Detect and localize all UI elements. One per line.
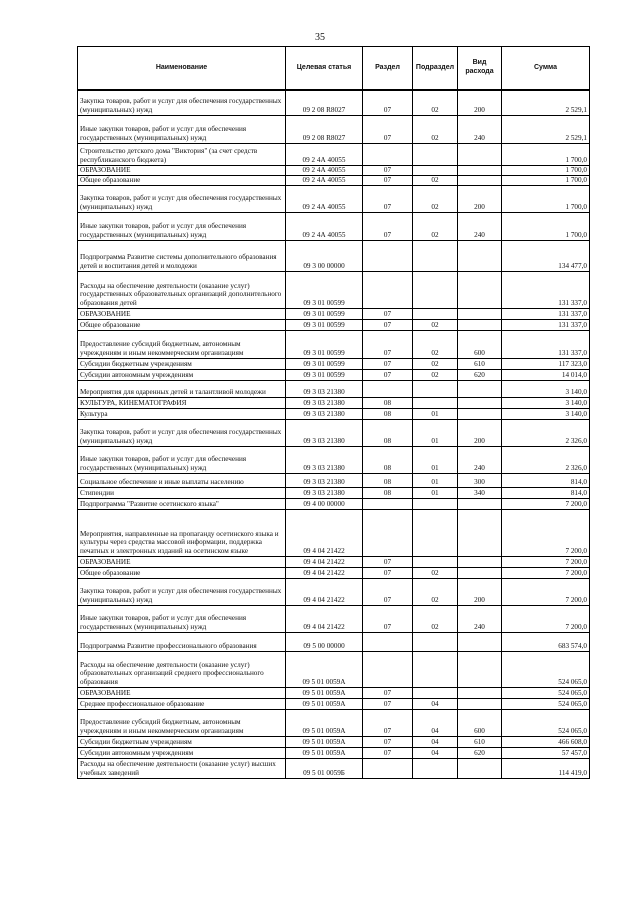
cell-amount: 134 477,0: [502, 240, 590, 271]
cell-amount: 7 200,0: [502, 509, 590, 556]
cell-subsection: 02: [413, 185, 458, 212]
cell-expense-type: 200: [458, 578, 502, 605]
cell-subsection: 04: [413, 736, 458, 747]
cell-subsection: [413, 758, 458, 778]
cell-section: 08: [363, 419, 413, 446]
table-row: [78, 473, 590, 487]
cell-name: Иные закупки товаров, работ и услуг для обеспечения государственных (муниципальных) нужд: [78, 212, 286, 240]
table-row: [78, 308, 590, 319]
table-row: [78, 380, 590, 397]
cell-name: Иные закупки товаров, работ и услуг для обеспечения государственных (муниципальных) нужд: [78, 605, 286, 632]
cell-amount: 14 014,0: [502, 369, 590, 380]
cell-section: 07: [363, 115, 413, 143]
cell-subsection: 02: [413, 567, 458, 578]
table-row: [78, 698, 590, 709]
cell-target-item: 09 2 4А 40055: [286, 165, 363, 175]
cell-amount: 131 337,0: [502, 330, 590, 358]
cell-subsection: 04: [413, 698, 458, 709]
cell-subsection: 02: [413, 212, 458, 240]
cell-amount: 3 140,0: [502, 380, 590, 397]
table-row: [78, 446, 590, 473]
cell-name: Закупка товаров, работ и услуг для обеспечения государственных (муниципальных) нужд: [78, 90, 286, 115]
table-row: [78, 408, 590, 419]
cell-target-item: 09 3 03 21380: [286, 419, 363, 446]
cell-subsection: 02: [413, 330, 458, 358]
table-row: [78, 369, 590, 380]
cell-expense-type: 600: [458, 330, 502, 358]
page-number: 35: [315, 32, 325, 43]
cell-subsection: 01: [413, 419, 458, 446]
cell-target-item: 09 3 01 00599: [286, 369, 363, 380]
cell-subsection: [413, 165, 458, 175]
cell-amount: 524 065,0: [502, 709, 590, 736]
cell-name: Мероприятия для одаренных детей и талантливой молодежи: [78, 380, 286, 397]
cell-subsection: 02: [413, 319, 458, 330]
cell-name: Стипендии: [78, 487, 286, 498]
cell-expense-type: 620: [458, 369, 502, 380]
cell-target-item: 09 3 03 21380: [286, 408, 363, 419]
cell-subsection: 02: [413, 578, 458, 605]
table-row: [78, 498, 590, 509]
cell-expense-type: 240: [458, 446, 502, 473]
header-subsection: Подраздел: [413, 47, 458, 91]
cell-target-item: 09 5 01 0059А: [286, 651, 363, 687]
cell-expense-type: [458, 556, 502, 567]
header-target-item: Целевая статья: [286, 47, 363, 91]
table-row: [78, 330, 590, 358]
cell-target-item: 09 2 08 R8027: [286, 115, 363, 143]
cell-target-item: 09 3 03 21380: [286, 446, 363, 473]
cell-section: 07: [363, 308, 413, 319]
table-row: [78, 319, 590, 330]
table-row: [78, 143, 590, 165]
cell-name: Среднее профессиональное образование: [78, 698, 286, 709]
cell-amount: 2 529,1: [502, 115, 590, 143]
cell-section: 08: [363, 487, 413, 498]
cell-name: ОБРАЗОВАНИЕ: [78, 165, 286, 175]
cell-amount: 466 608,0: [502, 736, 590, 747]
cell-target-item: 09 2 4А 40055: [286, 143, 363, 165]
cell-expense-type: [458, 397, 502, 408]
cell-section: 07: [363, 358, 413, 369]
cell-subsection: [413, 509, 458, 556]
cell-amount: 524 065,0: [502, 651, 590, 687]
cell-subsection: [413, 498, 458, 509]
cell-section: [363, 651, 413, 687]
cell-section: 08: [363, 473, 413, 487]
cell-section: 07: [363, 330, 413, 358]
cell-amount: 1 700,0: [502, 175, 590, 185]
cell-amount: 7 200,0: [502, 556, 590, 567]
cell-subsection: 01: [413, 446, 458, 473]
table-row: [78, 578, 590, 605]
cell-amount: 7 200,0: [502, 605, 590, 632]
cell-expense-type: 200: [458, 90, 502, 115]
table-row: [78, 419, 590, 446]
table-row: [78, 358, 590, 369]
cell-subsection: [413, 397, 458, 408]
cell-target-item: 09 3 01 00599: [286, 271, 363, 308]
cell-section: [363, 758, 413, 778]
cell-subsection: [413, 687, 458, 698]
cell-name: Иные закупки товаров, работ и услуг для обеспечения государственных (муниципальных) нужд: [78, 115, 286, 143]
cell-name: Иные закупки товаров, работ и услуг для обеспечения государственных (муниципальных) нужд: [78, 446, 286, 473]
cell-target-item: 09 5 01 0059А: [286, 747, 363, 758]
cell-expense-type: [458, 240, 502, 271]
cell-subsection: 02: [413, 115, 458, 143]
table-row: [78, 567, 590, 578]
cell-expense-type: [458, 687, 502, 698]
cell-expense-type: [458, 509, 502, 556]
cell-expense-type: 340: [458, 487, 502, 498]
cell-name: Предоставление субсидий бюджетным, автономным учреждениям и иным некоммерческим организациям: [78, 709, 286, 736]
cell-section: [363, 380, 413, 397]
table-row: [78, 175, 590, 185]
cell-target-item: 09 4 00 00000: [286, 498, 363, 509]
cell-subsection: 02: [413, 605, 458, 632]
cell-subsection: [413, 556, 458, 567]
cell-expense-type: 200: [458, 185, 502, 212]
cell-name: Закупка товаров, работ и услуг для обеспечения государственных (муниципальных) нужд: [78, 578, 286, 605]
cell-expense-type: [458, 143, 502, 165]
cell-amount: 57 457,0: [502, 747, 590, 758]
cell-expense-type: [458, 165, 502, 175]
cell-section: 07: [363, 578, 413, 605]
table-row: [78, 509, 590, 556]
cell-expense-type: [458, 380, 502, 397]
cell-section: 07: [363, 90, 413, 115]
cell-subsection: 04: [413, 747, 458, 758]
cell-target-item: 09 3 03 21380: [286, 473, 363, 487]
header-name: Наименование: [78, 47, 286, 91]
cell-name: Закупка товаров, работ и услуг для обеспечения государственных (муниципальных) нужд: [78, 185, 286, 212]
cell-target-item: 09 2 08 R8027: [286, 90, 363, 115]
cell-target-item: 09 5 01 0059А: [286, 736, 363, 747]
cell-subsection: 02: [413, 90, 458, 115]
cell-section: 08: [363, 397, 413, 408]
cell-section: 07: [363, 687, 413, 698]
cell-target-item: 09 3 01 00599: [286, 308, 363, 319]
cell-target-item: 09 5 01 0059Б: [286, 758, 363, 778]
cell-amount: 7 200,0: [502, 578, 590, 605]
cell-section: [363, 632, 413, 651]
table-row: [78, 736, 590, 747]
cell-amount: 7 200,0: [502, 567, 590, 578]
cell-name: Субсидии бюджетным учреждениям: [78, 358, 286, 369]
cell-expense-type: 610: [458, 736, 502, 747]
cell-name: Субсидии бюджетным учреждениям: [78, 736, 286, 747]
table-row: [78, 556, 590, 567]
cell-amount: 1 700,0: [502, 212, 590, 240]
cell-subsection: [413, 380, 458, 397]
cell-name: Расходы на обеспечение деятельности (оказание услуг) государственных образовательных организаций дополнительного образования детей: [78, 271, 286, 308]
cell-target-item: 09 5 01 0059А: [286, 698, 363, 709]
table-row: [78, 397, 590, 408]
cell-name: Подпрограмма Развитие профессионального образования: [78, 632, 286, 651]
cell-expense-type: [458, 632, 502, 651]
cell-name: Общее образование: [78, 567, 286, 578]
cell-subsection: [413, 632, 458, 651]
cell-amount: 524 065,0: [502, 687, 590, 698]
cell-amount: 524 065,0: [502, 698, 590, 709]
cell-section: [363, 240, 413, 271]
cell-subsection: [413, 308, 458, 319]
cell-target-item: 09 3 01 00599: [286, 358, 363, 369]
cell-expense-type: [458, 271, 502, 308]
cell-section: [363, 271, 413, 308]
cell-expense-type: 200: [458, 419, 502, 446]
cell-amount: 2 326,0: [502, 446, 590, 473]
header-expense-type: Вид расхода: [458, 47, 502, 91]
table-row: [78, 651, 590, 687]
cell-amount: 3 140,0: [502, 397, 590, 408]
cell-target-item: 09 5 00 00000: [286, 632, 363, 651]
cell-target-item: 09 4 04 21422: [286, 556, 363, 567]
cell-expense-type: [458, 308, 502, 319]
header-section: Раздел: [363, 47, 413, 91]
cell-name: Подпрограмма "Развитие осетинского языка": [78, 498, 286, 509]
cell-section: 08: [363, 446, 413, 473]
cell-section: 07: [363, 747, 413, 758]
cell-amount: 1 700,0: [502, 143, 590, 165]
cell-name: Субсидии автономным учреждениям: [78, 747, 286, 758]
cell-expense-type: 300: [458, 473, 502, 487]
cell-name: ОБРАЗОВАНИЕ: [78, 308, 286, 319]
cell-target-item: 09 3 00 00000: [286, 240, 363, 271]
cell-name: Расходы на обеспечение деятельности (оказание услуг) высших учебных заведений: [78, 758, 286, 778]
cell-expense-type: [458, 498, 502, 509]
table-row: [78, 185, 590, 212]
table-header-row: [78, 47, 590, 91]
cell-amount: 117 323,0: [502, 358, 590, 369]
cell-target-item: 09 3 01 00599: [286, 319, 363, 330]
cell-amount: 2 529,1: [502, 90, 590, 115]
cell-amount: 114 419,0: [502, 758, 590, 778]
cell-amount: 1 700,0: [502, 185, 590, 212]
cell-section: 07: [363, 369, 413, 380]
table-row: [78, 271, 590, 308]
cell-amount: 2 326,0: [502, 419, 590, 446]
cell-target-item: 09 3 03 21380: [286, 397, 363, 408]
cell-expense-type: [458, 408, 502, 419]
cell-expense-type: [458, 758, 502, 778]
cell-target-item: 09 2 4А 40055: [286, 212, 363, 240]
cell-target-item: 09 2 4А 40055: [286, 175, 363, 185]
cell-name: Строительство детского дома "Виктория" (за счет средств республиканского бюджета): [78, 143, 286, 165]
cell-name: Субсидии автономным учреждениям: [78, 369, 286, 380]
cell-name: Подпрограмма Развитие системы дополнительного образования детей и воспитания детей и молодежи: [78, 240, 286, 271]
cell-expense-type: 240: [458, 115, 502, 143]
cell-subsection: [413, 271, 458, 308]
cell-name: ОБРАЗОВАНИЕ: [78, 687, 286, 698]
cell-target-item: 09 4 04 21422: [286, 578, 363, 605]
cell-target-item: 09 5 01 0059А: [286, 709, 363, 736]
table-row: [78, 632, 590, 651]
cell-target-item: 09 4 04 21422: [286, 605, 363, 632]
cell-section: 07: [363, 165, 413, 175]
cell-expense-type: 240: [458, 605, 502, 632]
table-row: [78, 605, 590, 632]
table-row: [78, 212, 590, 240]
cell-target-item: 09 3 03 21380: [286, 487, 363, 498]
header-amount: Сумма: [502, 47, 590, 91]
cell-name: Культура: [78, 408, 286, 419]
cell-target-item: 09 3 01 00599: [286, 330, 363, 358]
cell-section: 07: [363, 605, 413, 632]
table-row: [78, 747, 590, 758]
cell-section: 07: [363, 185, 413, 212]
cell-target-item: 09 3 03 21380: [286, 380, 363, 397]
cell-expense-type: [458, 698, 502, 709]
cell-name: Общее образование: [78, 175, 286, 185]
cell-amount: 1 700,0: [502, 165, 590, 175]
cell-section: 07: [363, 319, 413, 330]
cell-expense-type: 620: [458, 747, 502, 758]
budget-table: [77, 46, 590, 779]
cell-subsection: [413, 651, 458, 687]
cell-section: [363, 509, 413, 556]
cell-section: 07: [363, 212, 413, 240]
cell-name: Социальное обеспечение и иные выплаты населению: [78, 473, 286, 487]
cell-section: [363, 498, 413, 509]
cell-amount: 3 140,0: [502, 408, 590, 419]
cell-section: 07: [363, 556, 413, 567]
cell-section: 07: [363, 709, 413, 736]
cell-expense-type: 240: [458, 212, 502, 240]
cell-subsection: 01: [413, 487, 458, 498]
table-row: [78, 709, 590, 736]
cell-amount: 814,0: [502, 473, 590, 487]
cell-amount: 814,0: [502, 487, 590, 498]
cell-expense-type: [458, 319, 502, 330]
cell-section: [363, 143, 413, 165]
cell-section: 07: [363, 567, 413, 578]
cell-subsection: [413, 143, 458, 165]
cell-subsection: 02: [413, 175, 458, 185]
cell-subsection: 01: [413, 408, 458, 419]
cell-name: Предоставление субсидий бюджетным, автономным учреждениям и иным некоммерческим организациям: [78, 330, 286, 358]
table-row: [78, 758, 590, 778]
cell-subsection: 04: [413, 709, 458, 736]
cell-amount: 131 337,0: [502, 308, 590, 319]
cell-subsection: [413, 240, 458, 271]
cell-name: Расходы на обеспечение деятельности (оказание услуг) образовательных организаций среднего профессионального образования: [78, 651, 286, 687]
cell-expense-type: [458, 567, 502, 578]
table-row: [78, 240, 590, 271]
table-row: [78, 687, 590, 698]
cell-amount: 131 337,0: [502, 319, 590, 330]
table-row: [78, 165, 590, 175]
cell-name: КУЛЬТУРА, КИНЕМАТОГРАФИЯ: [78, 397, 286, 408]
cell-expense-type: [458, 175, 502, 185]
cell-amount: 7 200,0: [502, 498, 590, 509]
cell-name: ОБРАЗОВАНИЕ: [78, 556, 286, 567]
cell-section: 07: [363, 736, 413, 747]
cell-section: 08: [363, 408, 413, 419]
cell-target-item: 09 4 04 21422: [286, 509, 363, 556]
cell-expense-type: 600: [458, 709, 502, 736]
cell-target-item: 09 5 01 0059А: [286, 687, 363, 698]
cell-name: Закупка товаров, работ и услуг для обеспечения государственных (муниципальных) нужд: [78, 419, 286, 446]
cell-amount: 131 337,0: [502, 271, 590, 308]
cell-name: Мероприятия, направленные на пропаганду осетинского языка и культуры через средства массовой информации, поддержка печатных и электронных изданий на осетинском языке: [78, 509, 286, 556]
table-row: [78, 115, 590, 143]
table-row: [78, 487, 590, 498]
cell-subsection: 02: [413, 358, 458, 369]
cell-amount: 683 574,0: [502, 632, 590, 651]
cell-target-item: 09 2 4А 40055: [286, 185, 363, 212]
cell-expense-type: [458, 651, 502, 687]
cell-subsection: 02: [413, 369, 458, 380]
cell-section: 07: [363, 698, 413, 709]
cell-subsection: 01: [413, 473, 458, 487]
cell-target-item: 09 4 04 21422: [286, 567, 363, 578]
cell-name: Общее образование: [78, 319, 286, 330]
table-row: [78, 90, 590, 115]
cell-section: 07: [363, 175, 413, 185]
cell-expense-type: 610: [458, 358, 502, 369]
